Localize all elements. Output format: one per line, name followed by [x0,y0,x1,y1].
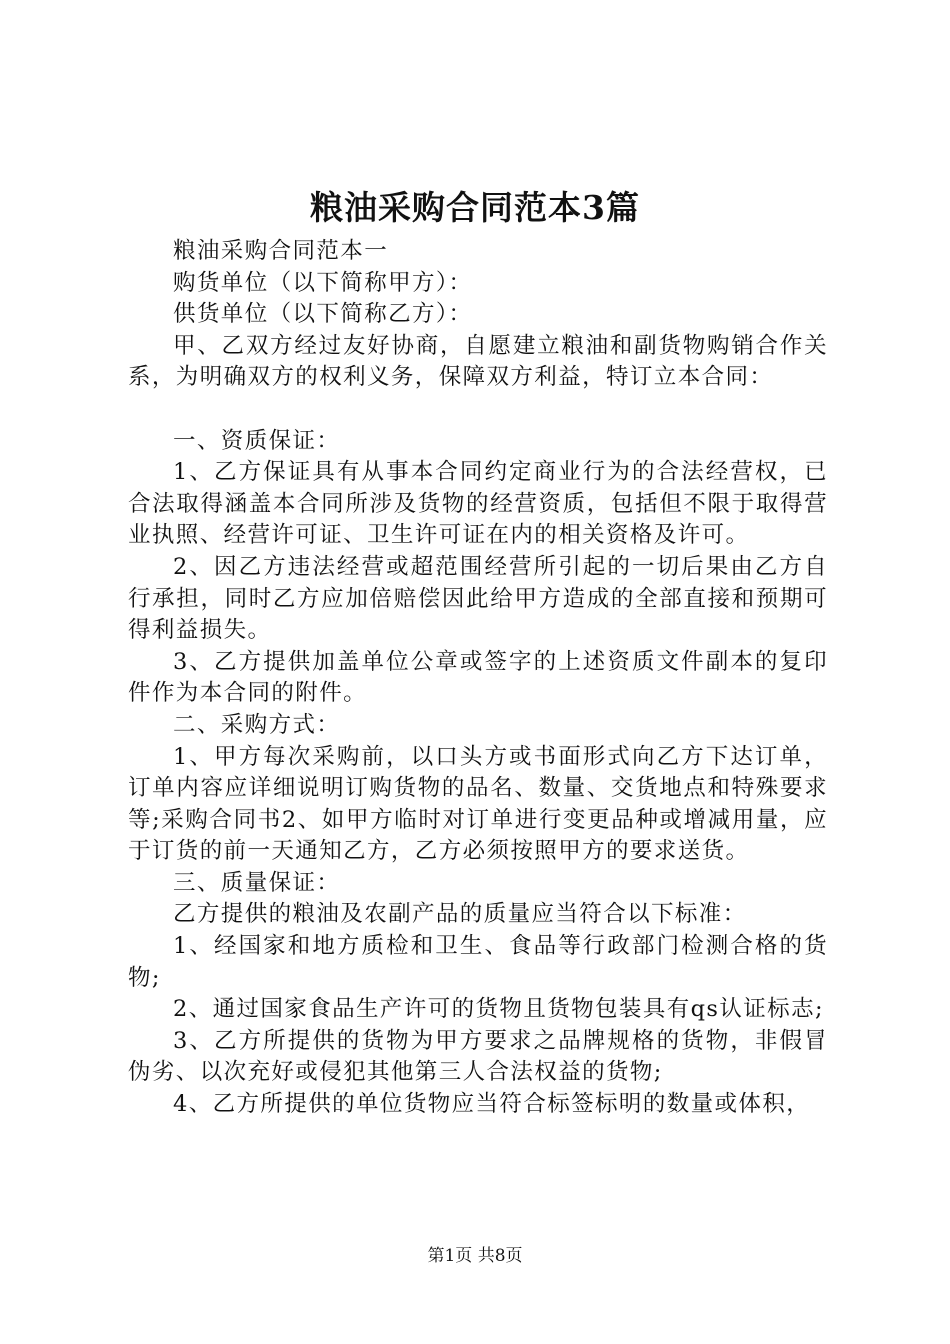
paragraph-qualification-1: 1、乙方保证具有从事本合同约定商业行为的合法经营权，已合法取得涵盖本合同所涉及货物的经营资质，包括但不限于取得营业执照、经营许可证、卫生许可证在内的相关资格及许可。 [128,459,828,549]
section-heading-quality: 三、质量保证： [173,869,341,896]
section-heading-qualification: 一、资质保证： [173,427,341,454]
page-footer: 第1页 共8页 [427,1246,523,1266]
paragraph-supplier: 供货单位（以下简称乙方）： [173,301,473,328]
paragraph-quality-2: 2、通过国家食品生产许可的货物且货物包装具有qs认证标志; [173,996,824,1023]
paragraph-quality-1: 1、经国家和地方质检和卫生、食品等行政部门检测合格的货物; [128,933,828,991]
paragraph-buyer: 购货单位（以下简称甲方）： [173,269,473,296]
document-title: 粮油采购合同范本3篇 [310,188,640,227]
paragraph-preamble: 甲、乙双方经过友好协商，自愿建立粮油和副货物购销合作关系，为明确双方的权利义务，保障双方利益，特订立本合同： [128,332,828,391]
paragraph-heading: 粮油采购合同范本一 [173,238,389,264]
paragraph-quality-4: 4、乙方所提供的单位货物应当符合标签标明的数量或体积， [173,1091,811,1118]
paragraph-purchase-1: 1、甲方每次采购前，以口头方或书面形式向乙方下达订单，订单内容应详细说明订购货物的品名、数量、交货地点和特殊要求等;采购合同书2、如甲方临时对订单进行变更品种或增减用量，应于订货的前一天通知乙方，乙方必须按照甲方的要求送货。 [128,743,828,865]
paragraph-qualification-2: 2、因乙方违法经营或超范围经营所引起的一切后果由乙方自行承担，同时乙方应加倍赔偿因此给甲方造成的全部直接和预期可得利益损失。 [128,553,828,644]
document-body [128,236,828,1121]
paragraph-quality-intro: 乙方提供的粮油及农副产品的质量应当符合以下标准： [173,901,747,928]
paragraph-qualification-3: 3、乙方提供加盖单位公章或签字的上述资质文件副本的复印件作为本合同的附件。 [128,648,828,707]
paragraph-quality-3: 3、乙方所提供的货物为甲方要求之品牌规格的货物，非假冒伪劣、以次充好或侵犯其他第三人合法权益的货物; [128,1027,828,1086]
paragraph-spacer [128,394,828,426]
section-heading-purchase-method: 二、采购方式： [173,711,341,738]
